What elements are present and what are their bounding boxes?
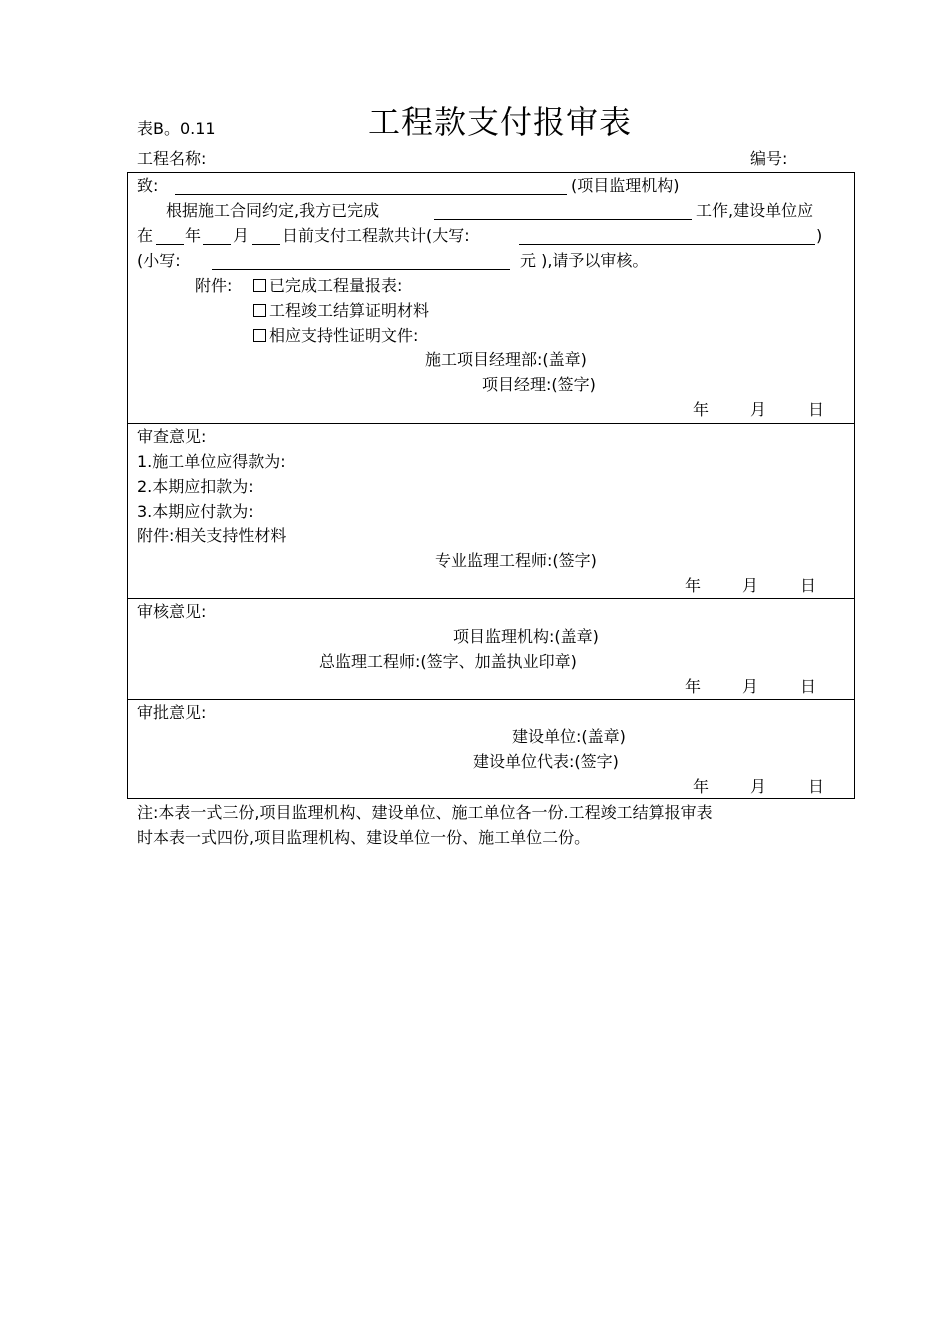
contract-text-b: 工作,建设单位应 [696,201,814,220]
project-manager-sign: 项目经理:(签字) [482,375,596,394]
completed-work-blank[interactable] [434,219,692,220]
project-name-label: 工程名称: [137,149,207,168]
attachment-item-label: 工程竣工结算证明材料 [269,301,430,320]
date-month: 月 [742,677,759,696]
supervisor-org-blank[interactable] [175,194,567,195]
engineer-sign: 专业监理工程师:(签字) [435,551,597,570]
month-blank[interactable] [203,244,231,245]
attachment-item[interactable] [253,326,418,346]
attachment-label: 附件: [195,276,233,295]
date-day: 日 [808,400,825,419]
review-attachment: 附件:相关支持性材料 [137,526,287,545]
date-day: 日 [800,677,817,696]
year-blank[interactable] [156,244,184,245]
section-divider [127,598,855,599]
date-month: 月 [750,777,767,796]
year-label: 年 [185,226,202,245]
page-title: 工程款支付报审表 [368,103,633,141]
date-month: 月 [742,576,759,595]
audit-heading: 审核意见: [137,602,207,621]
pay-text-close: ) [816,226,823,245]
date-day: 日 [808,777,825,796]
review-item-1: 1.施工单位应得款为: [137,452,286,471]
checkbox[interactable] [253,279,266,292]
to-suffix: (项目监理机构) [571,176,680,195]
date-year: 年 [685,677,702,696]
checkbox[interactable] [253,304,266,317]
note-line-2: 时本表一式四份,项目监理机构、建设单位一份、施工单位二份。 [137,828,591,847]
review-item-3: 3.本期应付款为: [137,502,254,521]
amount-upper-blank[interactable] [519,244,815,245]
attachment-item-label: 已完成工程量报表: [269,276,403,295]
contract-text-a: 根据施工合同约定,我方已完成 [166,201,380,220]
note-line-1: 注:本表一式三份,项目监理机构、建设单位、施工单位各一份.工程竣工结算报审表 [137,803,713,822]
amount-lower-blank[interactable] [212,269,510,270]
number-label: 编号: [750,149,788,168]
amount-lower-suffix: 元 ),请予以审核。 [520,251,649,270]
owner-seal: 建设单位:(盖章) [512,727,626,746]
section-divider [127,699,855,700]
attachment-item[interactable] [253,276,402,296]
attachment-item[interactable] [253,301,429,321]
form-number: 表B。0.11 [137,119,216,138]
attachment-item-label: 相应支持性证明文件: [269,326,419,345]
supervisor-seal: 项目监理机构:(盖章) [453,627,599,646]
to-label: 致: [137,176,159,195]
day-blank[interactable] [252,244,280,245]
chief-engineer-sign: 总监理工程师:(签字、加盖执业印章) [319,652,577,671]
date-year: 年 [693,400,710,419]
review-item-2: 2.本期应扣款为: [137,477,254,496]
review-heading: 审查意见: [137,427,207,446]
contractor-seal: 施工项目经理部:(盖章) [425,350,587,369]
date-month: 月 [750,400,767,419]
checkbox[interactable] [253,329,266,342]
date-year: 年 [685,576,702,595]
pay-text-a: 在 [137,226,154,245]
approval-heading: 审批意见: [137,703,207,722]
owner-rep-sign: 建设单位代表:(签字) [473,752,619,771]
amount-lower-label: (小写: [137,251,181,270]
date-year: 年 [693,777,710,796]
section-divider [127,423,855,424]
month-label: 月 [233,226,250,245]
pay-text-b: 日前支付工程款共计(大写: [282,226,470,245]
date-day: 日 [800,576,817,595]
